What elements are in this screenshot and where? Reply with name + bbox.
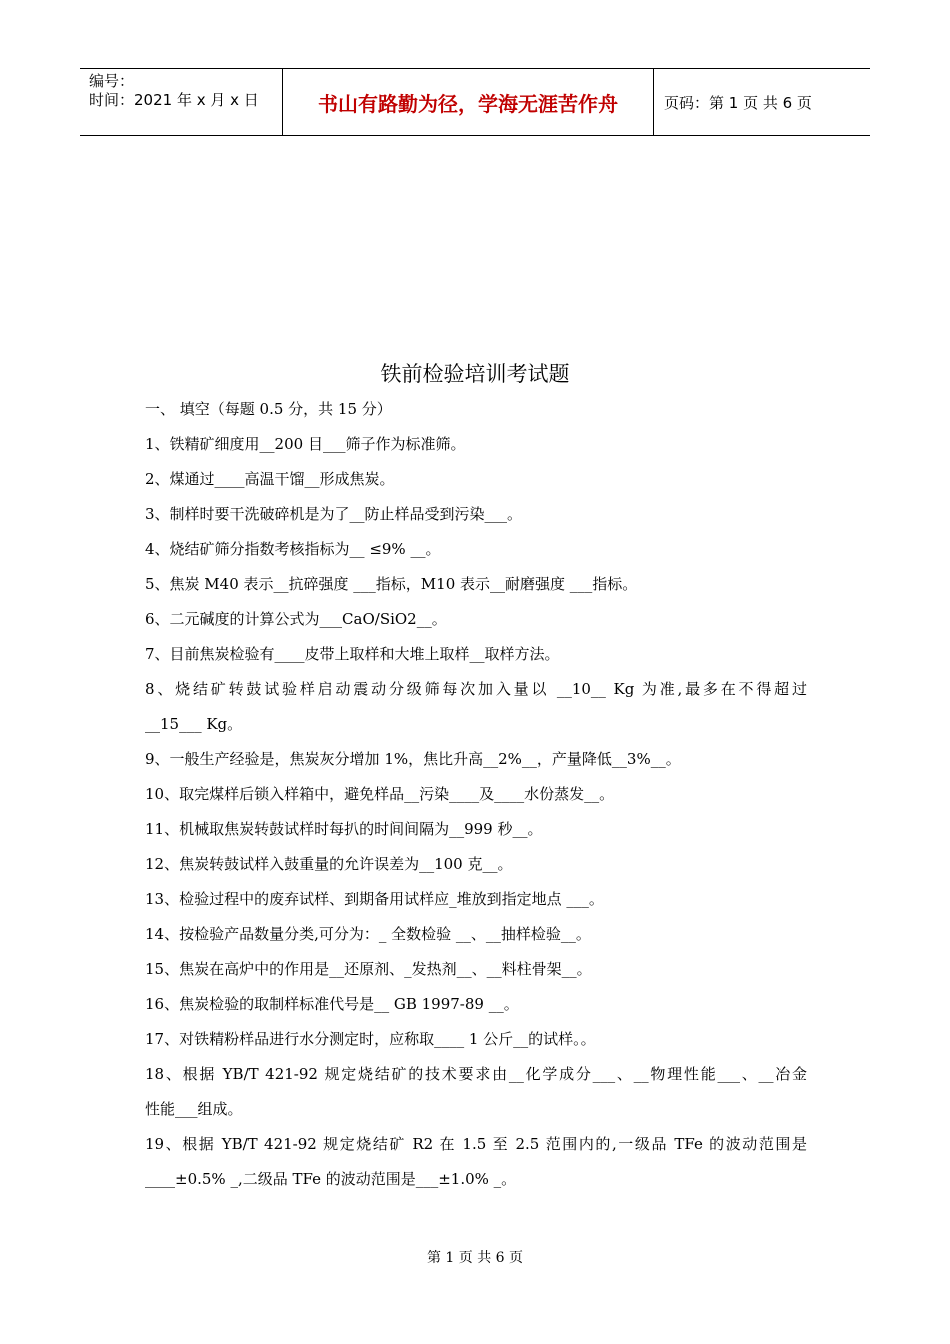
question-line: 14、按检验产品数量分类,可分为：_ 全数检验 __、__抽样检验__。 [145, 925, 591, 943]
question-line: 15、焦炭在高炉中的作用是__还原剂、_发热剂__、__料柱骨架__。 [145, 960, 592, 978]
question-line: 4、烧结矿筛分指数考核指标为__ ≤9% __。 [145, 540, 441, 558]
question-list [145, 398, 807, 1203]
question-line-continued: __15___ Kg。 [145, 715, 243, 733]
question-line: 7、目前焦炭检验有____皮带上取样和大堆上取样__取样方法。 [145, 645, 560, 663]
header-meta [80, 69, 282, 135]
question-line: 16、焦炭检验的取制样标准代号是__ GB 1997-89 __。 [145, 995, 519, 1013]
header-number: 编号： [89, 72, 135, 90]
question-line: 8、烧结矿转鼓试验样启动震动分级筛每次加入量以 __10__ Kg 为准,最多在不得超过 [145, 680, 807, 698]
question-line: 5、焦炭 M40 表示__抗碎强度 ___指标，M10 表示__耐磨强度 ___指标。 [145, 575, 638, 593]
question-line: 18、根据 YB/T 421-92 规定烧结矿的技术要求由__化学成分___、__物理性能___、__冶金 [145, 1065, 807, 1083]
question-line-continued: ____±0.5% _,二级品 TFe 的波动范围是___±1.0% _。 [145, 1170, 517, 1188]
question-line: 12、焦炭转鼓试样入鼓重量的允许误差为__100 克__。 [145, 855, 513, 873]
question-line: 13、检验过程中的废弃试样、到期备用试样应_堆放到指定地点 ___。 [145, 890, 604, 908]
page-footer: 第 1 页 共 6 页 [426, 1250, 524, 1266]
header-motto: 书山有路勤为径，学海无涯苦作舟 [282, 69, 654, 135]
header-page-info: 页码：第 1 页 共 6 页 [664, 93, 812, 112]
document-title: 铁前检验培训考试题 [380, 362, 570, 386]
question-line: 19、根据 YB/T 421-92 规定烧结矿 R2 在 1.5 至 2.5 范围内的,一级品 TFe 的波动范围是 [145, 1135, 807, 1153]
question-line: 1、铁精矿细度用__200 目___筛子作为标准筛。 [145, 435, 466, 453]
question-line: 9、一般生产经验是，焦炭灰分增加 1%，焦比升高__2%__，产量降低__3%__。 [145, 750, 681, 768]
question-line: 6、二元碱度的计算公式为___CaO/SiO2__。 [145, 610, 447, 628]
question-line: 3、制样时要干洗破碎机是为了__防止样品受到污染___。 [145, 505, 523, 523]
question-line: 17、对铁精粉样品进行水分测定时，应称取____ 1 公斤__的试样。。 [145, 1030, 596, 1048]
question-line: 11、机械取焦炭转鼓试样时每扒的时间间隔为__999 秒__。 [145, 820, 543, 838]
header-time: 时间：2021 年 x 月 x 日 [89, 91, 259, 109]
section-heading: 一、 填空（每题 0.5 分，共 15 分） [145, 400, 392, 418]
question-line: 2、煤通过____高温干馏__形成焦炭。 [145, 470, 395, 488]
question-line-continued: 性能___组成。 [145, 1100, 243, 1118]
page-header [80, 68, 870, 136]
question-line: 10、取完煤样后锁入样箱中，避免样品__污染____及____水份蒸发__。 [145, 785, 615, 803]
